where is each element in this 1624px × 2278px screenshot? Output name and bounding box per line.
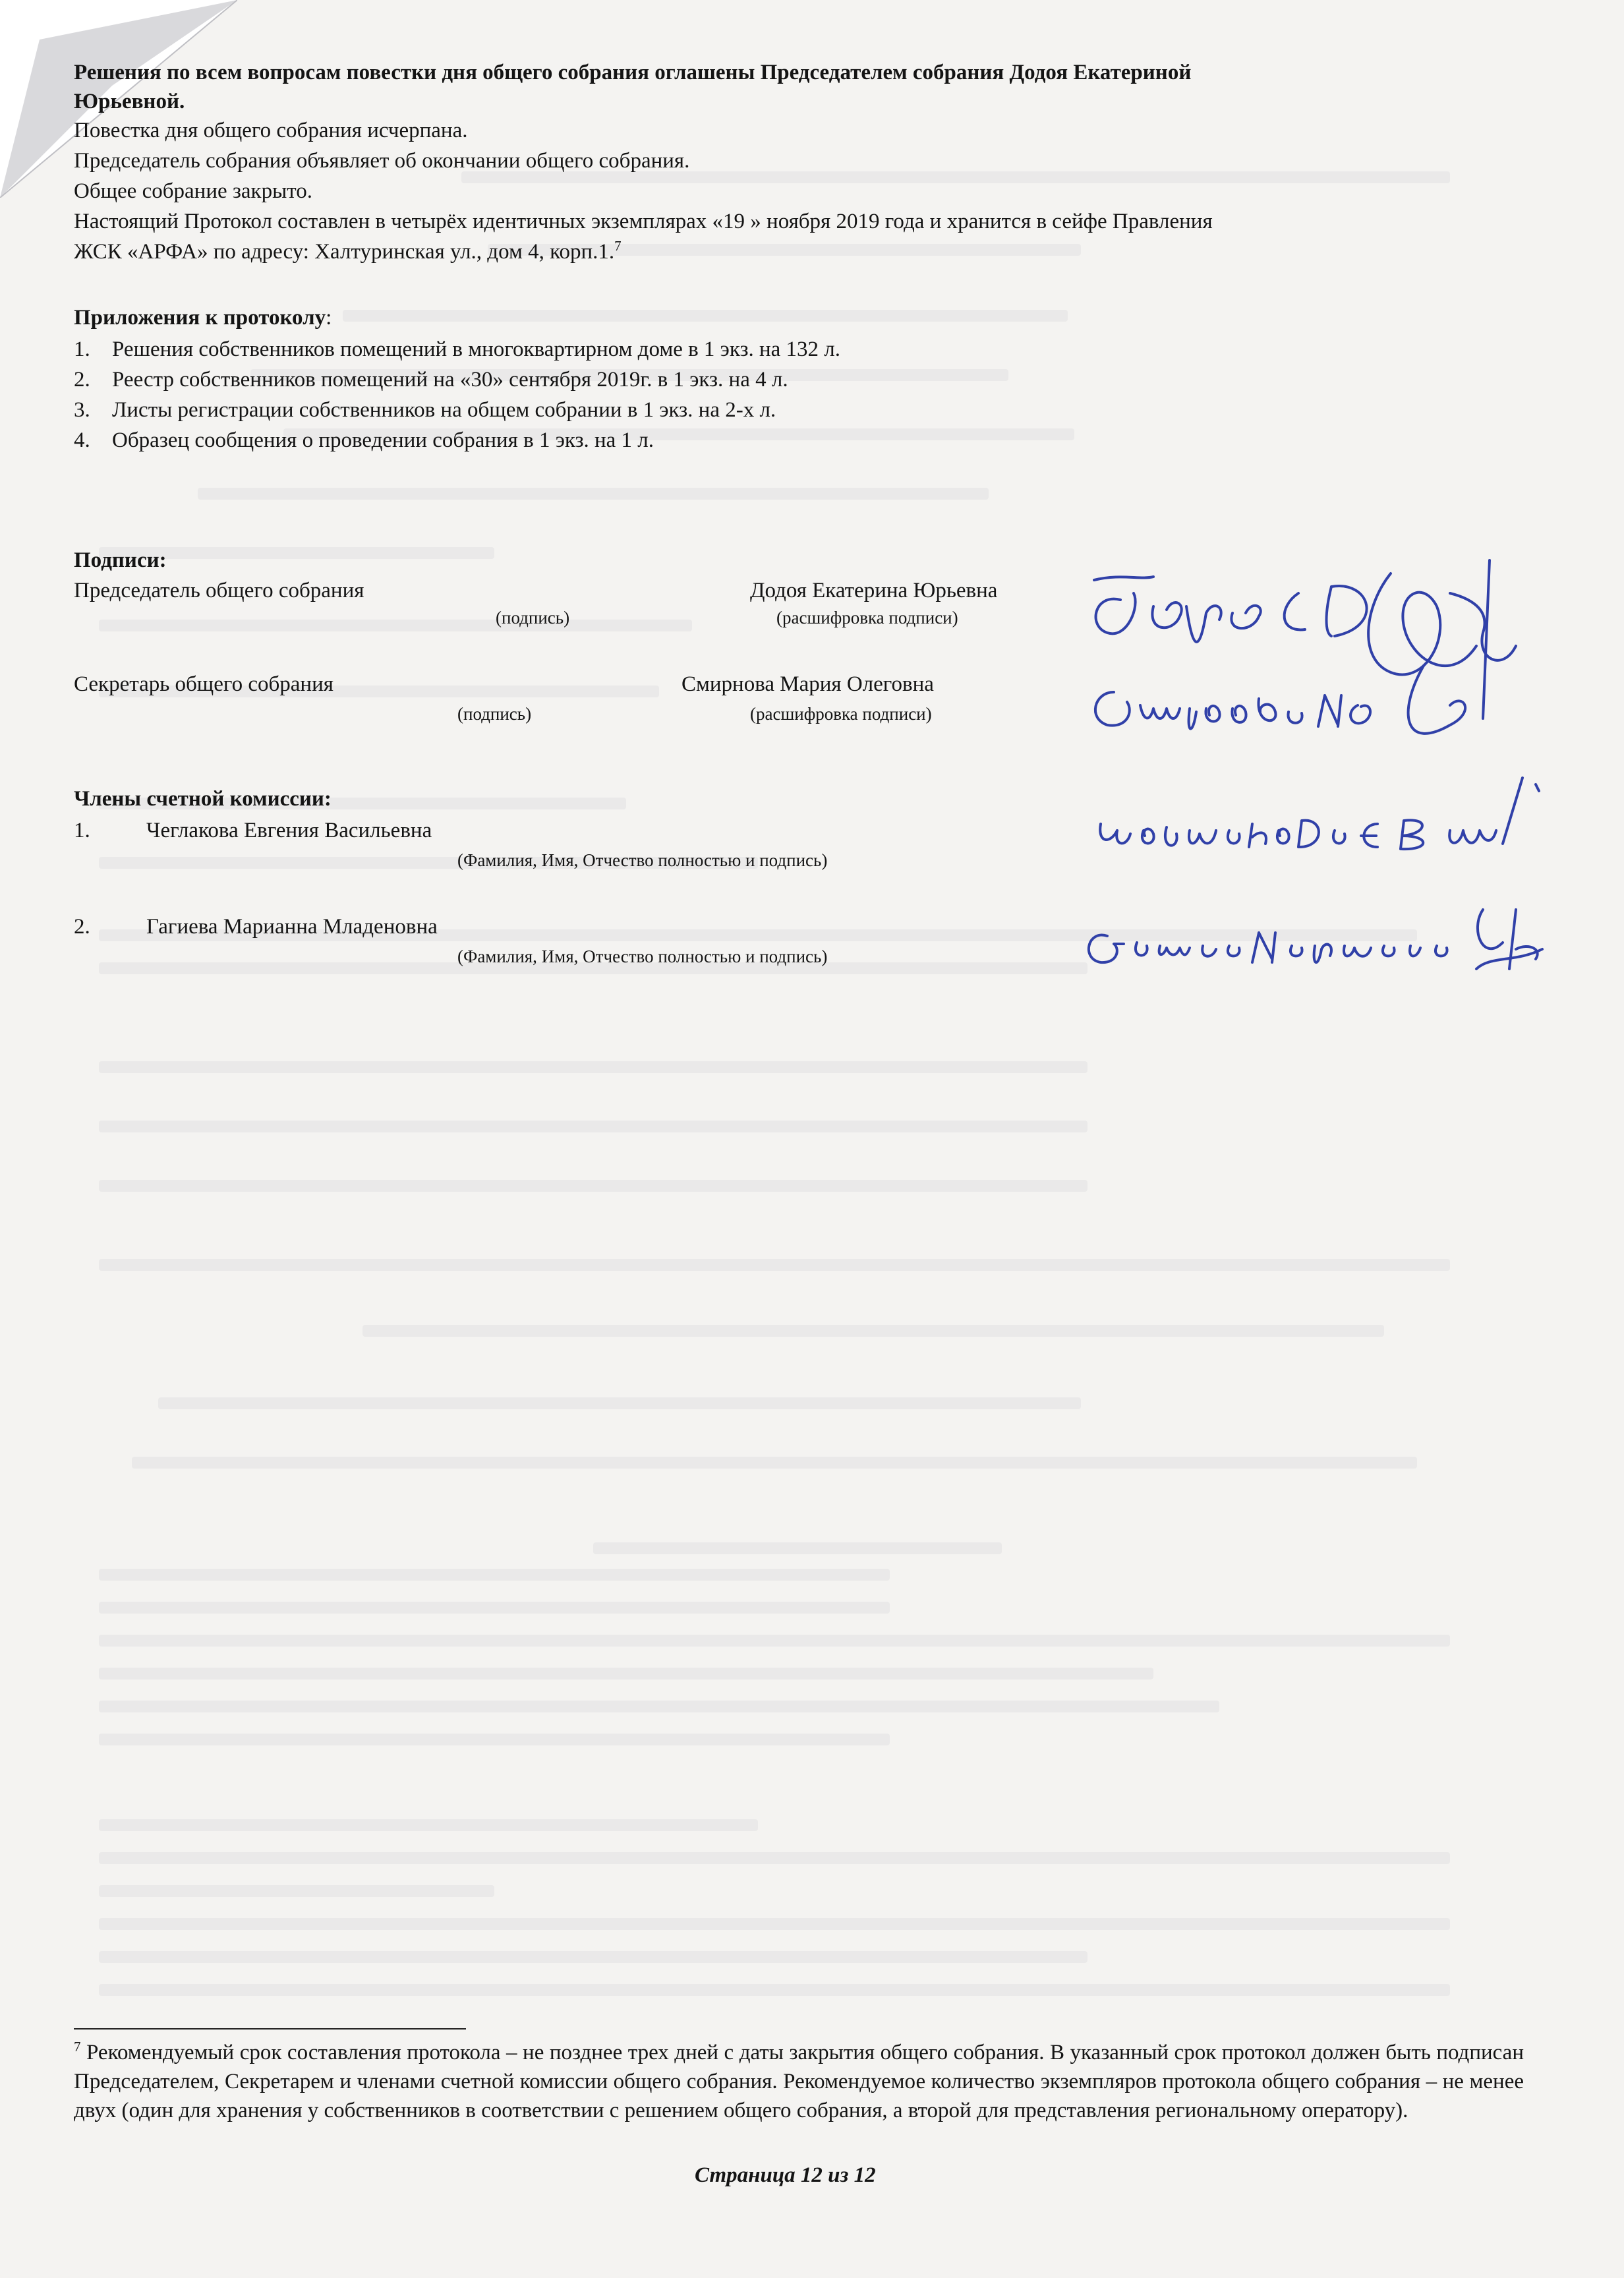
list-item-text: Образец сообщения о проведении собрания в 1 экз. на 1 л. <box>112 428 654 452</box>
member-1-caption: (Фамилия, Имя, Отчество полностью и подпись) <box>457 850 828 870</box>
chair-sign-caption: (подпись) <box>496 608 570 628</box>
member-2-caption: (Фамилия, Имя, Отчество полностью и подпись) <box>457 947 828 966</box>
chair-label: Председатель общего собрания <box>74 579 364 602</box>
footnote-marker: 7 <box>74 2039 81 2055</box>
list-item <box>74 426 654 455</box>
list-item-number: 4. <box>74 428 90 452</box>
intro-line-3: Председатель собрания объявляет об окончании общего собрания. <box>74 149 690 173</box>
intro-line-6 <box>74 237 622 266</box>
secretary-name: Смирнова Мария Олеговна <box>682 672 934 696</box>
chair-name: Додоя Екатерина Юрьевна <box>750 579 998 602</box>
list-item <box>74 395 776 424</box>
footnote-separator <box>74 2028 466 2030</box>
signatures-title: Подписи: <box>74 548 167 572</box>
intro-line-6-text: ЖСК «АРФА» по адресу: Халтуринская ул., дом 4, корп.1. <box>74 240 615 264</box>
chair-decode-caption: (расшифровка подписи) <box>776 608 958 628</box>
secretary-sign-caption: (подпись) <box>457 704 532 724</box>
member-name: Чеглакова Евгения Васильевна <box>146 819 432 842</box>
intro-line-2: Повестка дня общего собрания исчерпана. <box>74 119 468 142</box>
list-item-number: 3. <box>74 398 90 422</box>
commission-member-2 <box>74 912 438 941</box>
footnote-ref: 7 <box>614 238 622 254</box>
handwritten-signatures <box>1081 554 1555 976</box>
footnote-text: Рекомендуемый срок составления протокола – не позднее трех дней с даты закрытия общего собрания. В указанный срок протокол должен быть подписан Председателем, Секретарем и членами счетной комиссии общего собрания. Рекомендуемое количество экземпляров протокола общего собрания – не менее двух (один для хранения у собственников в соответствии с решением общего собрания, а второй для представления региональному оператору). <box>74 2041 1524 2122</box>
member-number: 1. <box>74 819 90 842</box>
intro-line-5: Настоящий Протокол составлен в четырёх идентичных экземплярах «19 » ноября 2019 года и хранится в сейфе Правления <box>74 210 1213 233</box>
attachments-heading <box>74 303 332 332</box>
member-name: Гагиева Марианна Младеновна <box>146 915 438 939</box>
footnote <box>74 2038 1524 2125</box>
list-item-number: 2. <box>74 368 90 392</box>
list-item-text: Решения собственников помещений в многоквартирном доме в 1 экз. на 132 л. <box>112 337 841 361</box>
list-item <box>74 365 788 394</box>
page-number: Страница 12 из 12 <box>695 2163 876 2187</box>
intro-line-1b: Юрьевной. <box>74 90 185 113</box>
list-item <box>74 335 840 364</box>
secretary-label: Секретарь общего собрания <box>74 672 334 696</box>
attachments-colon: : <box>326 306 332 330</box>
intro-line-1: Решения по всем вопросам повестки дня общего собрания оглашены Председателем собрания Додоя Екатериной <box>74 61 1192 84</box>
member-number: 2. <box>74 915 90 939</box>
list-item-text: Листы регистрации собственников на общем собрании в 1 экз. на 2-х л. <box>112 398 776 422</box>
commission-title: Члены счетной комиссии: <box>74 787 332 811</box>
attachments-title: Приложения к протоколу <box>74 306 326 330</box>
list-item-text: Реестр собственников помещений на «30» сентября 2019г. в 1 экз. на 4 л. <box>112 368 788 392</box>
commission-member-1 <box>74 816 432 845</box>
list-item-number: 1. <box>74 337 90 361</box>
secretary-decode-caption: (расшифровка подписи) <box>750 704 932 724</box>
intro-line-4: Общее собрание закрыто. <box>74 179 313 203</box>
